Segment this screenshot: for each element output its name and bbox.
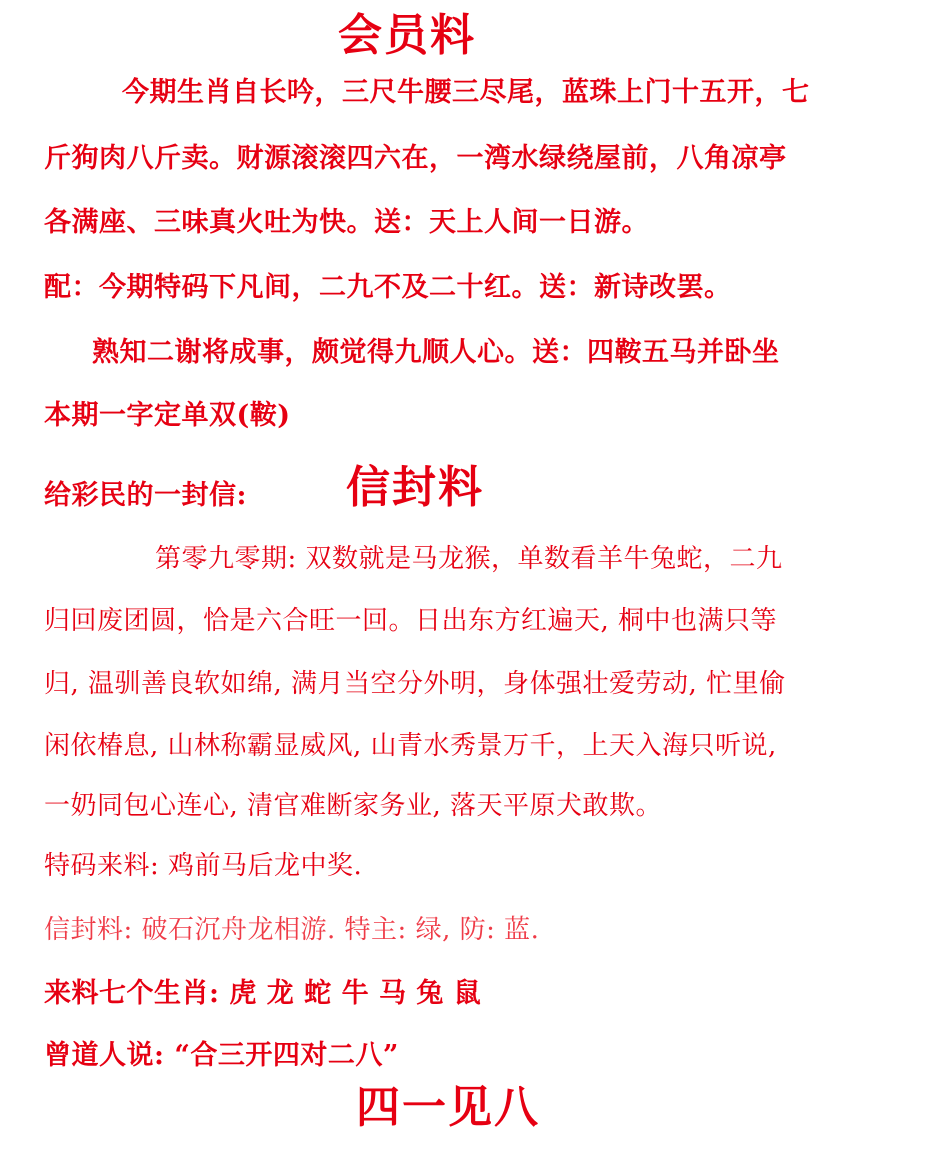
letter-prefix: 给彩民的一封信: bbox=[44, 480, 247, 511]
letter-line-3: 归, 温驯善良软如绵, 满月当空分外明，身体强壮爱劳动, 忙里偷 bbox=[44, 669, 786, 699]
member-line-3: 各满座、三味真火吐为快。送：天上人间一日游。 bbox=[44, 207, 649, 238]
member-line-4: 配：今期特码下凡间，二九不及二十红。送：新诗改罢。 bbox=[44, 272, 732, 303]
member-line-5: 熟知二谢将成事，颇觉得九顺人心。送：四鞍五马并卧坐 bbox=[92, 337, 780, 368]
member-line-6: 本期一字定单双(鞍) bbox=[44, 400, 291, 431]
envelope-note: 信封料: 破石沉舟龙相游. 特主: 绿, 防: 蓝. bbox=[44, 915, 540, 945]
zodiac-note: 来料七个生肖: 虎 龙 蛇 牛 马 兔 鼠 bbox=[44, 978, 482, 1009]
member-line-2: 斤狗肉八斤卖。财源滚滚四六在，一湾水绿绕屋前，八角凉亭 bbox=[44, 143, 787, 174]
letter-line-5: 一奶同包心连心, 清官难断家务业, 落天平原犬敢欺。 bbox=[44, 791, 663, 821]
letter-line-1: 第零九零期: 双数就是马龙猴，单数看羊牛兔蛇，二九 bbox=[155, 544, 783, 574]
footer-title: 四一见八 bbox=[356, 1082, 540, 1133]
member-title: 会员料 bbox=[338, 10, 476, 61]
letter-line-2: 归回废团圆，恰是六合旺一回。日出东方红遍天, 桐中也满只等 bbox=[44, 606, 778, 636]
member-line-1: 今期生肖自长吟，三尺牛腰三尽尾，蓝珠上门十五开，七 bbox=[122, 77, 810, 108]
letter-title: 信封料 bbox=[346, 462, 484, 513]
saying-note: 曾道人说: “合三开四对二八” bbox=[44, 1040, 399, 1071]
letter-line-4: 闲依椿息, 山林称霸显威风, 山青水秀景万千，上天入海只听说, bbox=[44, 731, 777, 761]
special-code-note: 特码来料: 鸡前马后龙中奖. bbox=[44, 851, 363, 881]
